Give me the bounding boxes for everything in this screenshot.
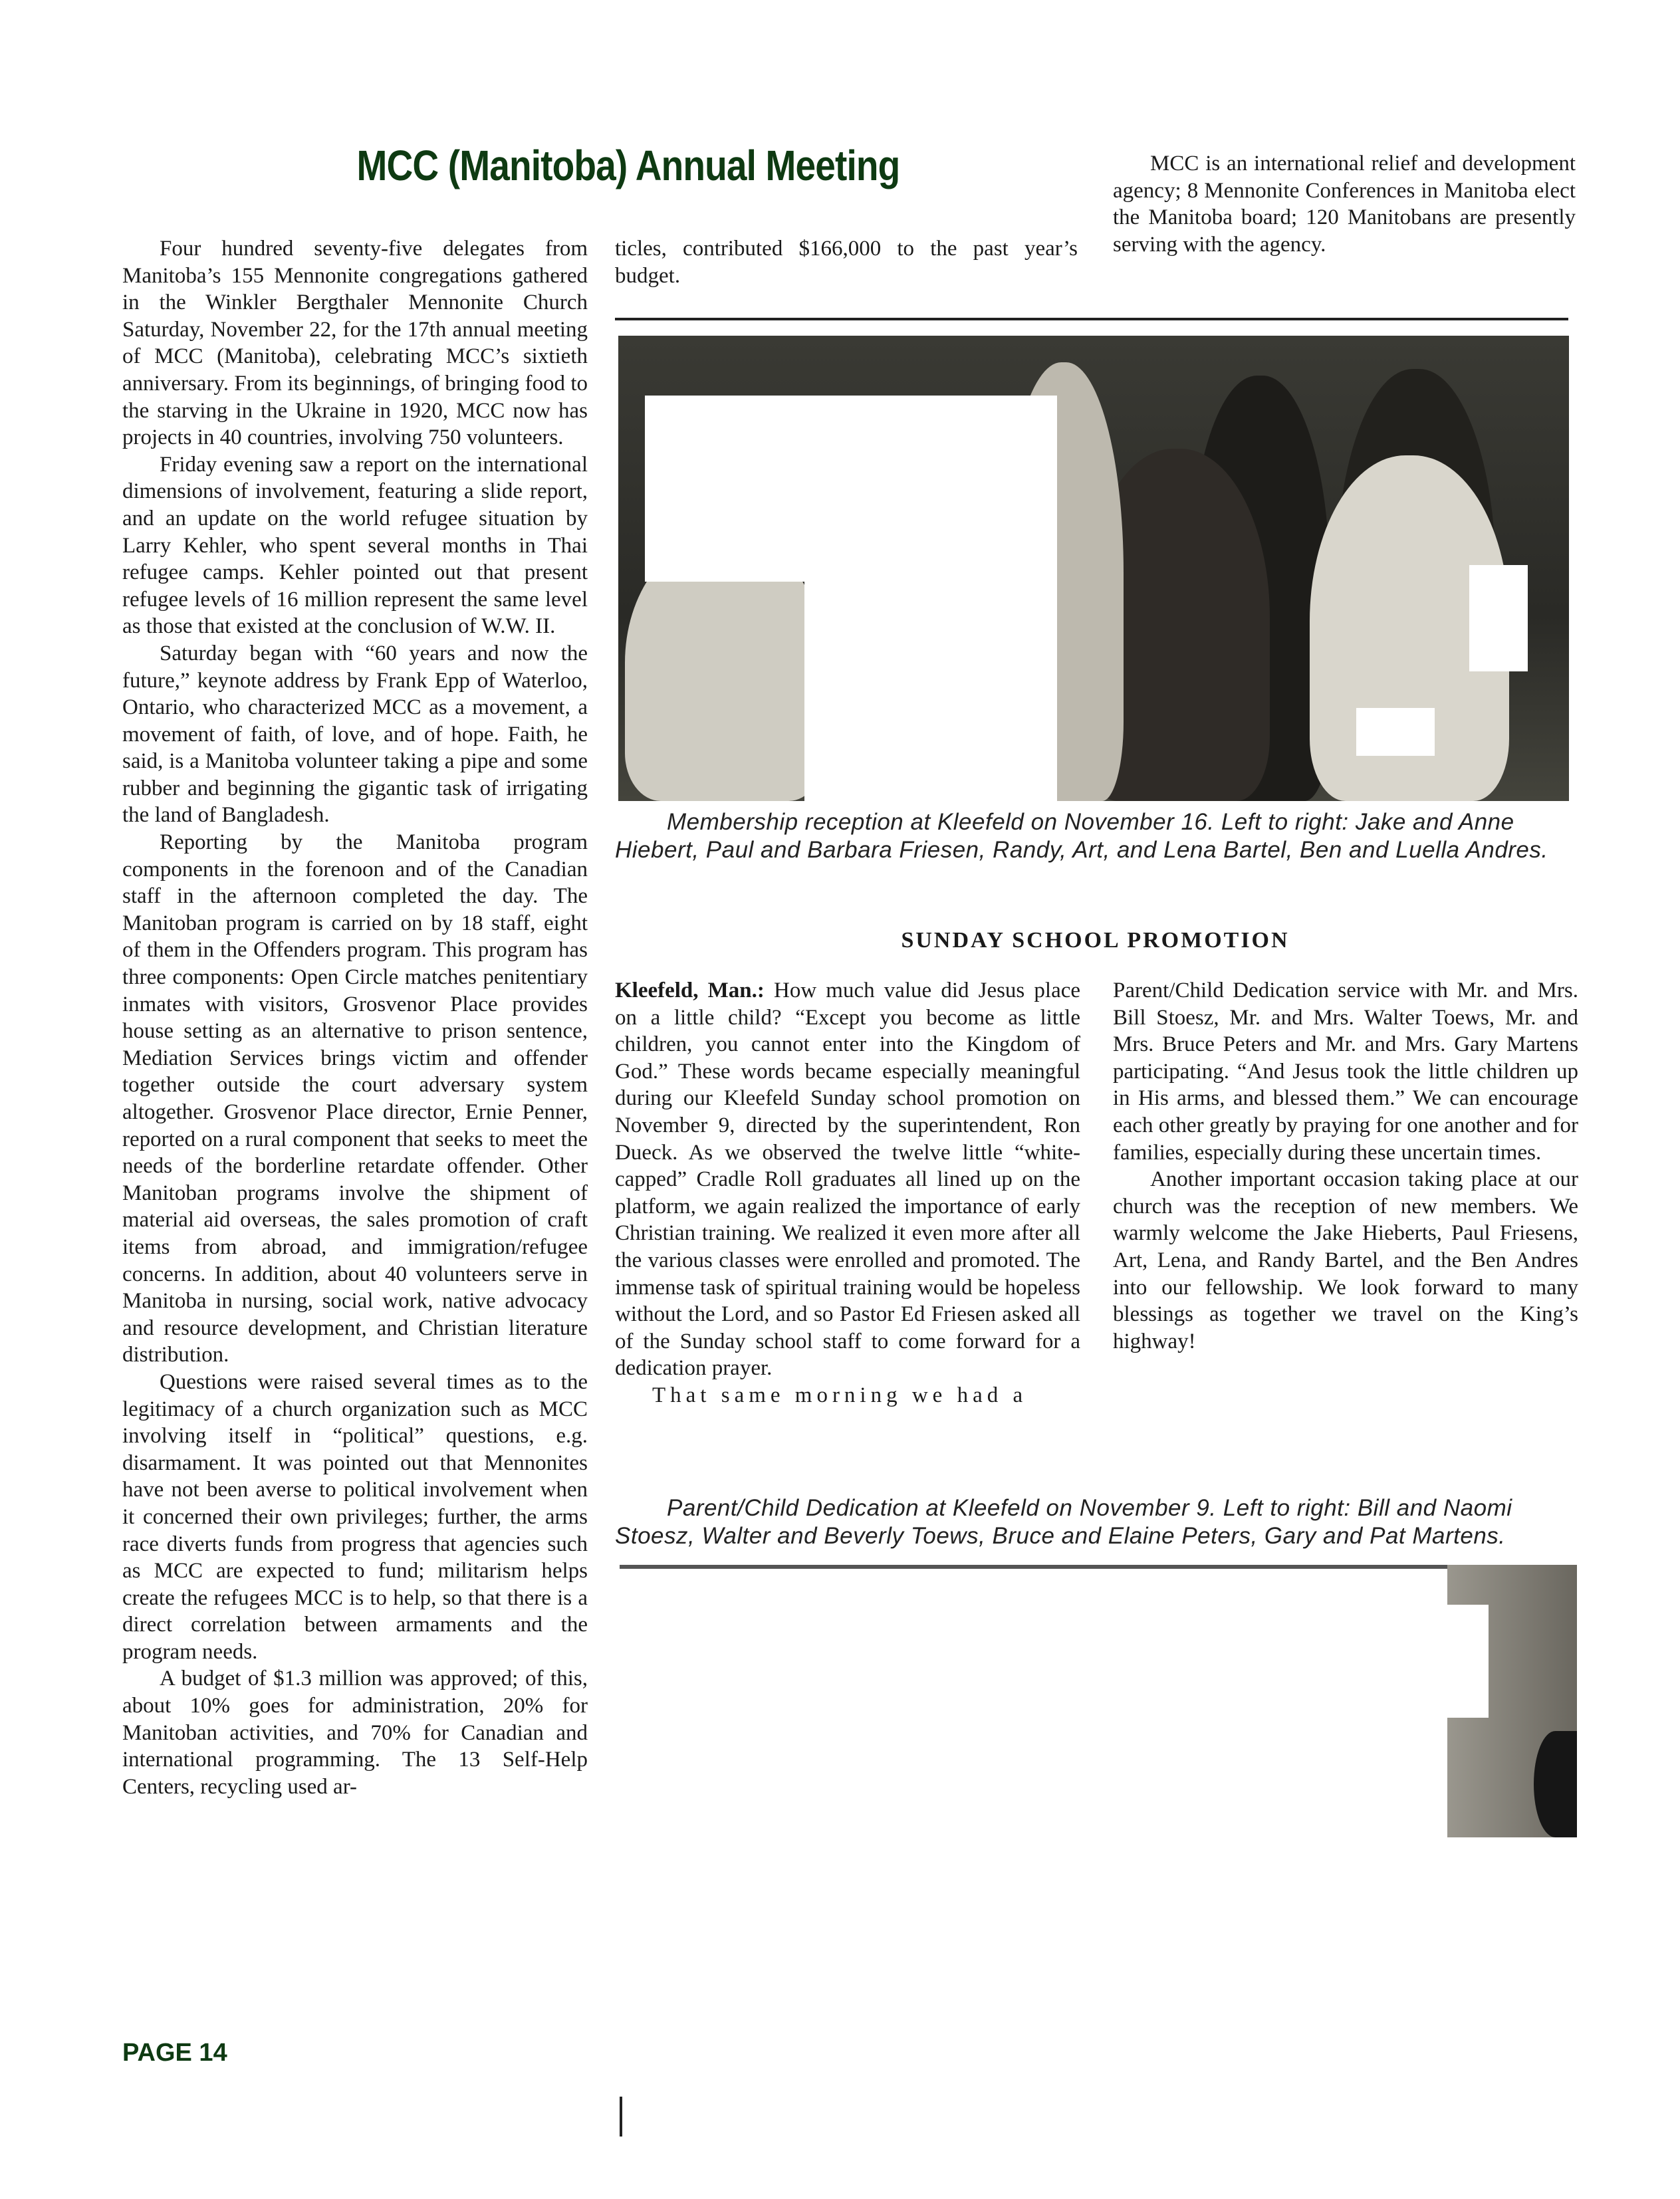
article-paragraph: A budget of $1.3 million was approved; of this, about 10% goes for administration, 20% for Manitoban activities, and 70% for Canadian and international programming. The 13 Self-Help Centers, recycling used ar-	[122, 1667, 588, 1799]
article-middle-column	[615, 235, 1078, 289]
photo-edge	[620, 2097, 622, 2137]
article-paragraph: That same morning we had a	[652, 1383, 1028, 1407]
page-number: PAGE 14	[122, 2039, 227, 2067]
redacted-area	[804, 582, 1057, 801]
article-paragraph: MCC is an international relief and development agency; 8 Mennonite Conferences in Manitoba elect the Manitoba board; 120 Manitobans are presently serving with the agency.	[1113, 152, 1576, 257]
redacted-area	[645, 396, 1057, 582]
paragraph-text: How much value did Jesus place on a little child? “Except you become as little children, you cannot enter into the Kingdom of God.” These words became especially meaningful during our Kleefeld Sunday school promotion on November 9, directed by the superintendent, Ron Dueck. As we observed the twelve little “white-capped” Cradle Roll graduates all lined up on the platform, we again realized the importance of early Christian training. We realized it even more after all the various classes were enrolled and promoted. The immense task of spiritual training would be hopeless without the Lord, and so Pastor Ed Friesen asked all of the Sunday school staff to come forward for a dedication prayer.	[615, 979, 1081, 1381]
photo-visible-detail	[1534, 1731, 1577, 1837]
photo-caption-membership: Membership reception at Kleefeld on November 16. Left to right: Jake and Anne Hiebert, Paul and Barbara Friesen, Randy, Art, and Lena Bartel, Ben and Luella Andres.	[615, 809, 1548, 863]
sunday-school-middle-column	[615, 977, 1080, 1409]
redacted-area	[1447, 1605, 1489, 1718]
dateline: Kleefeld, Man.:	[615, 979, 765, 1002]
article-paragraph: Parent/Child Dedication service with Mr. and Mrs. Bill Stoesz, Mr. and Mrs. Walter Toews, Mr. and Mrs. Bruce Peters and Mr. and Mrs. Gary Martens participating. “And Jesus took the little children up in His arms, and blessed them.” We can encourage each other greatly by praying for one another and for families, especially during these uncertain times.	[1113, 979, 1578, 1165]
photo-caption-dedication: Parent/Child Dedication at Kleefeld on November 9. Left to right: Bill and Naomi Stoesz, Walter and Beverly Toews, Bruce and Elaine Peters, Gary and Pat Martens.	[615, 1495, 1512, 1549]
article-title: MCC (Manitoba) Annual Meeting	[356, 142, 900, 189]
article-paragraph: Questions were raised several times as to the legitimacy of a church organization such as MCC involving itself in “political” questions, e.g. disarmament. It was pointed out that Mennonites have not been averse to political involvement when it concerned their own privileges; further, the arms race diverts funds from progress that agencies such as MCC are expected to fund; militarism helps create the refugees MCC is to help, so that there is a direct correlation between armaments and the program needs.	[122, 1369, 588, 1664]
photo-border	[620, 1565, 1577, 1569]
sunday-school-right-column	[1113, 977, 1578, 1355]
article-paragraph: ticles, contributed $166,000 to the past year’s budget.	[615, 237, 1078, 288]
article-paragraph: Another important occasion taking place at our church was the reception of new members. We warmly welcome the Jake Hieberts, Paul Friesens, Art, Lena, and Randy Bartel, and the Ben Andres into our fellowship. We look forward to many blessings as together we travel on the King’s highway!	[1113, 1167, 1578, 1353]
redacted-area	[1469, 565, 1528, 671]
section-divider	[615, 318, 1568, 320]
redacted-area	[1356, 708, 1435, 756]
article-right-column	[1113, 150, 1576, 258]
article-paragraph: Friday evening saw a report on the international dimensions of involvement, featuring a slide report, and an update on the world refugee situation by Larry Kehler, who spent several months in Thai refugee camps. Kehler pointed out that present refugee levels of 16 million represent the same level as those that existed at the conclusion of W.W. II.	[122, 452, 588, 639]
article-paragraph: Reporting by the Manitoba program components in the forenoon and of the Canadian staff in the afternoon completed the day. The Manitoban program is carried on by 18 staff, eight of them in the Offenders program. This program has three components: Open Circle matches penitentiary inmates with visitors, Grosvenor Place provides house setting as an alternative to prison sentence, Mediation Services brings victim and offender together outside the court adversary system altogether. Grosvenor Place director, Ernie Penner, reported on a rural component that seeks to meet the needs of the borderline retardate offender. Other Manitoban programs involve the shipment of material aid overseas, the sales promotion of craft items from abroad, and immigration/refugee concerns. In addition, about 40 volunteers serve in Manitoba in nursing, social work, native advocacy and resource development, and Christian literature distribution.	[122, 830, 588, 1367]
article-left-column	[122, 235, 588, 1800]
article-paragraph	[615, 977, 1080, 1382]
dedication-photo	[620, 1565, 1577, 2199]
section-heading: SUNDAY SCHOOL PROMOTION	[901, 928, 1290, 953]
article-paragraph: Saturday began with “60 years and now the future,” keynote address by Frank Epp of Waterloo, Ontario, who characterized MCC as a movement, a movement of faith, of love, and of hope. Faith, he said, is a Manitoba volunteer taking a pipe and some rubber and beginning the gigantic task of irrigating the land of Bangladesh.	[122, 641, 588, 828]
article-paragraph: Four hundred seventy-five delegates from Manitoba’s 155 Mennonite congregations gathered in the Winkler Bergthaler Mennonite Church Saturday, November 22, for the 17th annual meeting of MCC (Manitoba), celebrating MCC’s sixtieth anniversary. From its beginnings, of bringing food to the starving in the Ukraine in 1920, MCC now has projects in 40 countries, involving 750 volunteers.	[122, 237, 588, 450]
membership-reception-photo	[618, 336, 1569, 801]
